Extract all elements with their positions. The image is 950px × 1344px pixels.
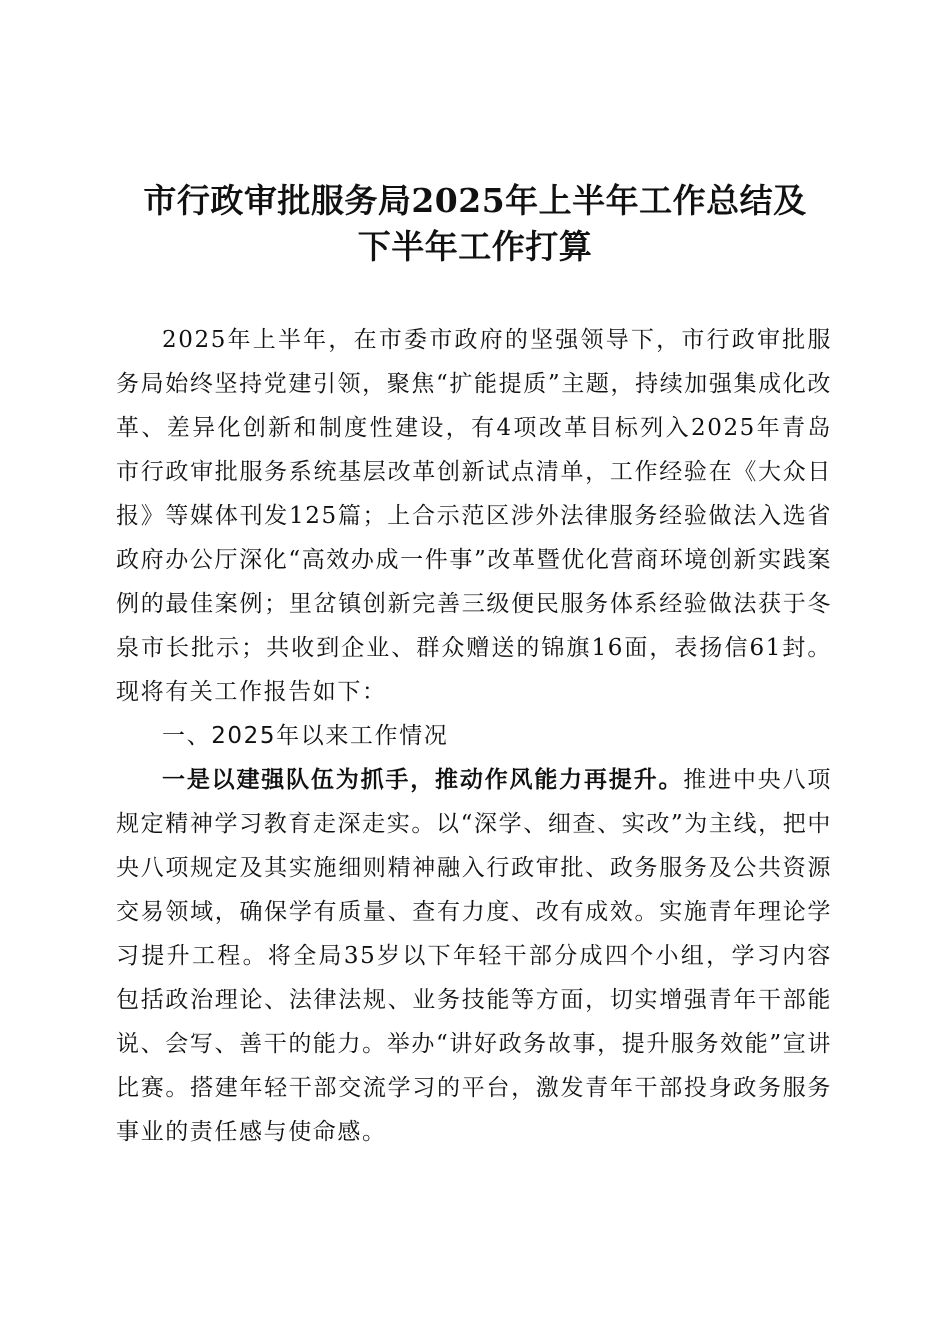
point-1-body: 推进中央八项规定精神学习教育走深走实。以“深学、细查、实改”为主线，把中央八项规定及其实施细则精神融入行政审批、政务服务及公共资源交易领域，确保学有质量、查有力度、改有成效。实施青年理论学习提升工程。将全局35岁以下年轻干部分成四个小组，学习内容包括政治理论、法律法规、业务技能等方面，切实增强青年干部能说、会写、善干的能力。举办“讲好政务故事，提升服务效能”宣讲比赛。搭建年轻干部交流学习的平台，激发青年干部投身政务服务事业的责任感与使命感。 xyxy=(116,767,832,1145)
section-heading: 一、2025年以来工作情况 xyxy=(162,723,449,749)
point-1-paragraph xyxy=(116,758,832,1154)
document-title xyxy=(90,178,860,270)
title-line-2: 下半年工作打算 xyxy=(357,227,593,266)
document-body xyxy=(116,318,832,1154)
title-line-1: 市行政审批服务局2025年上半年工作总结及 xyxy=(143,181,807,220)
point-1-lead: 一是以建强队伍为抓手，推动作风能力再提升。 xyxy=(162,767,684,793)
intro-paragraph: 2025年上半年，在市委市政府的坚强领导下，市行政审批服务局始终坚持党建引领，聚焦“扩能提质”主题，持续加强集成化改革、差异化创新和制度性建设，有4项改革目标列入2025年青岛市行政审批服务系统基层改革创新试点清单，工作经验在《大众日报》等媒体刊发125篇；上合示范区涉外法律服务经验做法入选省政府办公厅深化“高效办成一件事”改革暨优化营商环境创新实践案例的最佳案例；里岔镇创新完善三级便民服务体系经验做法获于冬泉市长批示；共收到企业、群众赠送的锦旗16面，表扬信61封。现将有关工作报告如下： xyxy=(116,327,832,705)
